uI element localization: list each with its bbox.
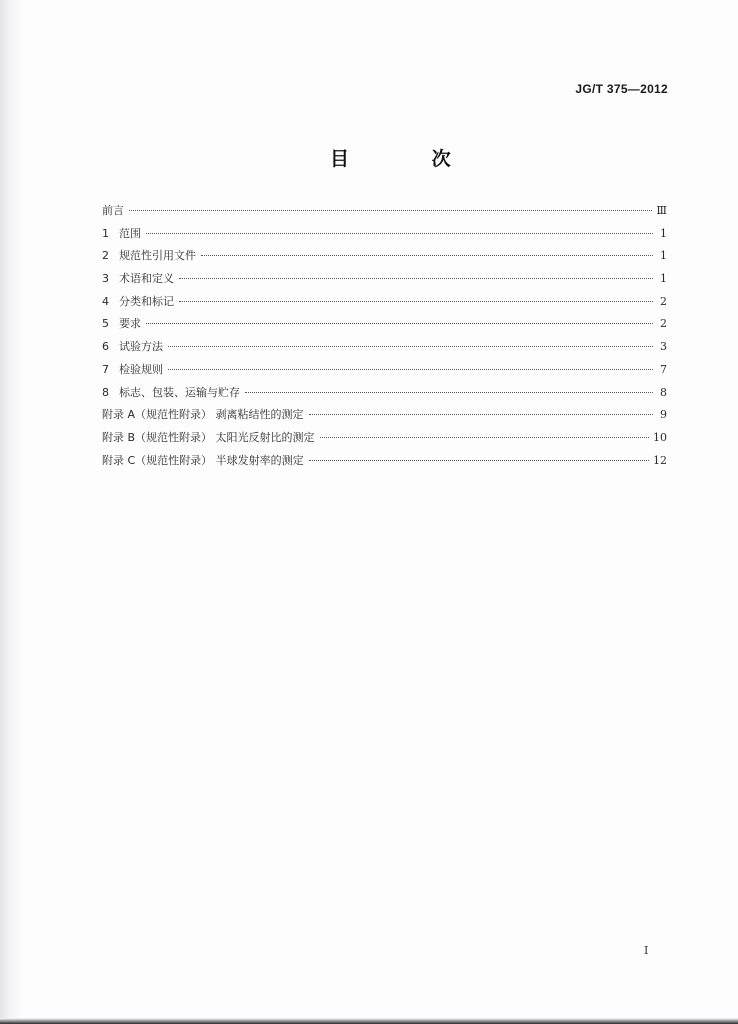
toc-entry-page: 1 <box>660 272 667 286</box>
toc-entry-page: 10 <box>653 430 667 444</box>
toc-entry-title: 附录 C（规范性附录） 半球发射率的测定 <box>102 453 304 467</box>
toc-entry-number: 3 <box>102 272 109 286</box>
toc-entry-page: 1 <box>660 226 667 240</box>
toc-title: 目 次 <box>330 148 489 170</box>
toc-entry-number: 1 <box>102 226 109 240</box>
toc-leader-dots <box>129 210 652 211</box>
toc-entry-number: 2 <box>102 249 109 263</box>
toc-leader-dots <box>179 278 653 279</box>
page-binding-edge <box>0 0 20 1024</box>
toc-leader-dots <box>179 301 653 302</box>
table-of-contents <box>102 202 667 474</box>
scan-bottom-edge <box>0 1018 738 1024</box>
toc-leader-dots <box>309 414 653 415</box>
toc-entry-page: Ⅲ <box>656 204 667 217</box>
toc-entry-title: 试验方法 <box>119 340 163 354</box>
toc-entry-title: 前言 <box>102 204 124 217</box>
toc-entry-marking-packaging[interactable] <box>102 384 667 407</box>
toc-entry-number: 8 <box>102 385 109 399</box>
toc-leader-dots <box>146 233 653 234</box>
toc-entry-title: 要求 <box>119 317 141 331</box>
toc-entry-page: 2 <box>660 317 667 331</box>
toc-entry-normative-references[interactable] <box>102 247 667 270</box>
toc-leader-dots <box>146 323 653 324</box>
toc-entry-page: 9 <box>660 408 667 422</box>
toc-entry-page: 8 <box>660 385 667 399</box>
toc-entry-title: 术语和定义 <box>119 272 174 286</box>
toc-entry-number: 5 <box>102 317 109 331</box>
standard-code: JG/T 375—2012 <box>575 82 668 96</box>
toc-leader-dots <box>309 460 649 461</box>
toc-entry-inspection-rules[interactable] <box>102 361 667 384</box>
toc-entry-scope[interactable] <box>102 225 667 248</box>
toc-entry-number: 7 <box>102 362 109 376</box>
toc-entry-page: 2 <box>660 294 667 308</box>
toc-entry-classification-marking[interactable] <box>102 293 667 316</box>
toc-entry-title: 附录 B（规范性附录） 太阳光反射比的测定 <box>102 430 315 444</box>
toc-entry-requirements[interactable] <box>102 315 667 338</box>
toc-entry-terms-definitions[interactable] <box>102 270 667 293</box>
toc-entry-test-methods[interactable] <box>102 338 667 361</box>
toc-entry-annex-c[interactable] <box>102 452 667 475</box>
toc-entry-page: 1 <box>660 249 667 263</box>
toc-entry-title: 标志、包装、运输与贮存 <box>119 385 240 399</box>
toc-leader-dots <box>168 346 653 347</box>
toc-entry-page: 3 <box>660 340 667 354</box>
toc-entry-foreword[interactable] <box>102 202 667 225</box>
toc-leader-dots <box>168 369 653 370</box>
toc-entry-number: 6 <box>102 340 109 354</box>
toc-entry-title: 范围 <box>119 226 141 240</box>
toc-entry-annex-b[interactable] <box>102 429 667 452</box>
toc-entry-page: 7 <box>660 362 667 376</box>
toc-entry-title: 附录 A（规范性附录） 剥离粘结性的测定 <box>102 408 304 422</box>
toc-entry-title: 分类和标记 <box>119 294 174 308</box>
toc-entry-annex-a[interactable] <box>102 406 667 429</box>
toc-leader-dots <box>320 437 649 438</box>
toc-leader-dots <box>245 392 653 393</box>
page-number: I <box>644 944 649 957</box>
toc-entry-number: 4 <box>102 294 109 308</box>
toc-leader-dots <box>201 255 653 256</box>
toc-entry-page: 12 <box>653 453 667 467</box>
toc-entry-title: 规范性引用文件 <box>119 249 196 263</box>
toc-entry-title: 检验规则 <box>119 362 163 376</box>
